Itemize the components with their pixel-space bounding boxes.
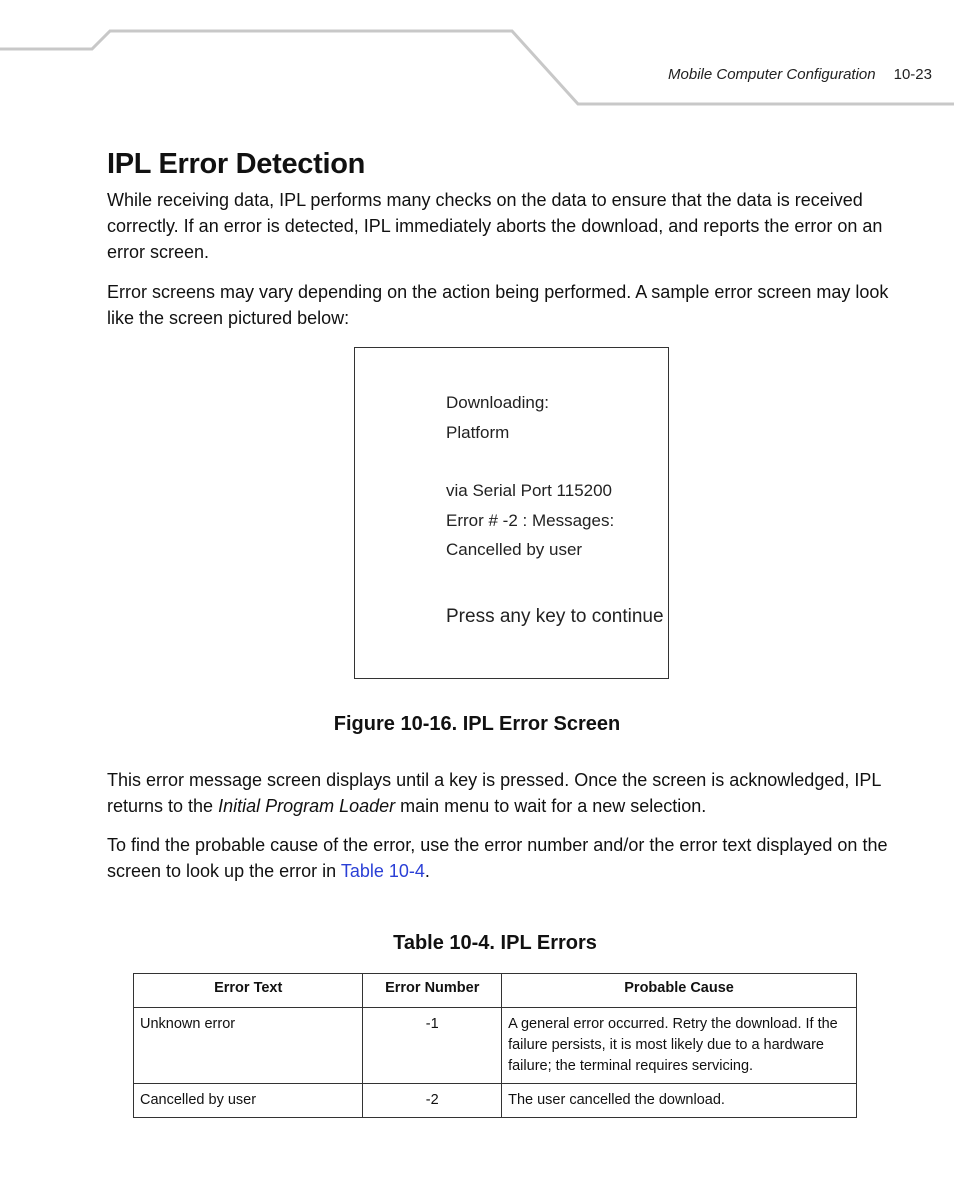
table-header-row [134, 974, 857, 1008]
table-row [134, 1008, 857, 1084]
figure-caption: Figure 10-16. IPL Error Screen [333, 713, 621, 735]
column-header: Probable Cause [502, 974, 857, 1008]
screen-line: Platform [446, 422, 510, 442]
header-rule [0, 0, 954, 110]
error-number-cell: -2 [363, 1084, 502, 1118]
table-row [134, 1084, 857, 1118]
column-header: Error Number [363, 974, 502, 1008]
intro-section [107, 148, 897, 331]
table-link[interactable]: Table 10-4 [340, 861, 425, 881]
error-screen-figure [354, 347, 669, 679]
error-number-cell: -1 [363, 1008, 502, 1084]
running-header [668, 66, 932, 83]
follow-up-section [107, 767, 897, 897]
error-text-cell: Cancelled by user [134, 1084, 363, 1118]
screen-line: Downloading: [446, 393, 550, 412]
error-text-cell: Unknown error [134, 1008, 363, 1084]
table-caption: Table 10-4. IPL Errors [393, 932, 597, 954]
ipl-errors-table [133, 973, 857, 1118]
press-key-prompt: Press any key to continue [446, 606, 664, 627]
italic-term: Initial Program Loader [218, 796, 396, 816]
screen-line: Error # -2 : Messages: [446, 510, 615, 530]
intro-paragraph: While receiving data, IPL performs many checks on the data to ensure that the data is received correctly. If an error is detected, IPL immediately aborts the download, and reports the error on an error screen. [107, 190, 883, 262]
probable-cause-cell: A general error occurred. Retry the download. If the failure persists, it is most likely due to a hardware failure; the terminal requires servicing. [502, 1008, 857, 1084]
acknowledge-paragraph [107, 767, 897, 819]
page-heading: IPL Error Detection [107, 148, 366, 180]
text-run: To find the probable cause of the error, use the error number and/or the error text displayed on the screen to look up the error in [107, 835, 888, 881]
screen-text [446, 388, 614, 565]
text-run: This error message screen displays until a key is pressed. Once the screen is acknowledged, IPL returns to the [107, 770, 881, 816]
screen-line: via Serial Port 115200 [446, 481, 613, 500]
text-run: . [424, 861, 430, 881]
error-screen-paragraph: Error screens may vary depending on the action being performed. A sample error screen may look like the screen pictured below: [107, 282, 889, 328]
section-title: Mobile Computer Configuration [668, 66, 876, 83]
column-header: Error Text [134, 974, 363, 1008]
text-run: main menu to wait for a new selection. [395, 796, 707, 816]
screen-line: Cancelled by user [446, 540, 583, 559]
probable-cause-cell: The user cancelled the download. [502, 1084, 857, 1118]
lookup-paragraph [107, 832, 897, 884]
page-number: 10-23 [893, 66, 932, 83]
